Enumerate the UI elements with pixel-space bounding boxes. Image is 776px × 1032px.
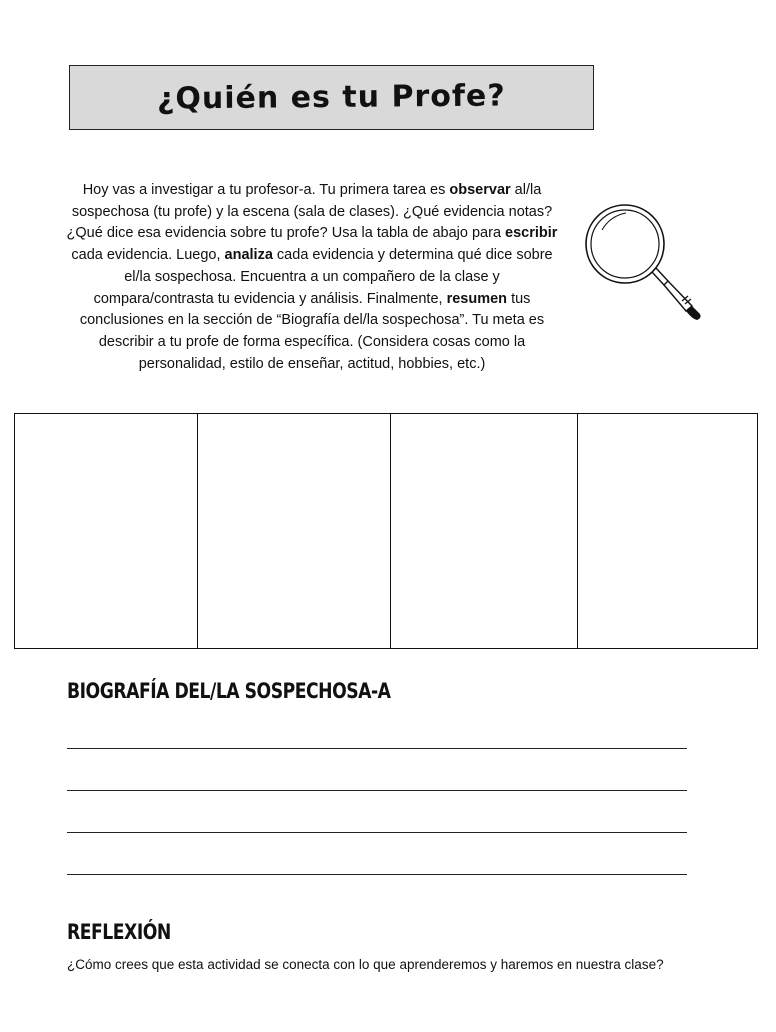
biography-line-1[interactable] — [67, 748, 687, 749]
evidence-cell-3[interactable] — [391, 414, 578, 649]
intro-text-4: cada evidencia y determina qué dice sobre el/la sospechosa. Encuentra a un compañero de la clase y compara/contrasta tu evidencia y análisis. Finalmente, — [93, 247, 553, 307]
evidence-cell-2[interactable] — [198, 414, 391, 649]
intro-bold-escribir: escribir — [505, 225, 558, 242]
intro-paragraph — [66, 180, 558, 375]
evidence-table — [14, 413, 758, 649]
evidence-cell-1[interactable] — [15, 414, 198, 649]
evidence-cell-4[interactable] — [578, 414, 758, 649]
reflection-prompt: ¿Cómo crees que esta actividad se conecta con lo que aprenderemos y haremos en nuestra clase? — [67, 957, 664, 972]
intro-text-1: Hoy vas a investigar a tu profesor-a. Tu primera tarea es — [82, 182, 450, 198]
biography-line-4[interactable] — [67, 874, 687, 875]
biography-line-2[interactable] — [67, 790, 687, 791]
table-row — [15, 414, 758, 649]
intro-bold-observar: observar — [449, 182, 511, 198]
intro-bold-analiza: analiza — [224, 247, 273, 264]
title-box — [69, 65, 594, 130]
magnifying-glass-icon — [580, 198, 710, 328]
biography-heading: BIOGRAFÍA DEL/LA SOSPECHOSA-A — [67, 679, 391, 703]
intro-bold-resumen: resumen — [446, 290, 508, 307]
intro-text-3: cada evidencia. Luego, — [71, 247, 225, 264]
intro-text-5: tus conclusiones en la sección de “Biografía del/la sospechosa”. Tu meta es describir a tu profe de forma específica. (Considera cosas como la personalidad, estilo de enseñar, actitud, hobbies, etc.) — [79, 290, 545, 372]
intro-text-2: al/la sospechosa (tu profe) y la escena (sala de clases). ¿Qué evidencia notas? ¿Qué dice esa evidencia sobre tu profe? Usa la tabla de abajo para — [66, 182, 553, 242]
reflection-heading: REFLEXIÓN — [67, 920, 171, 944]
biography-line-3[interactable] — [67, 832, 687, 833]
page-title: ¿Quién es tu Profe? — [157, 78, 506, 117]
